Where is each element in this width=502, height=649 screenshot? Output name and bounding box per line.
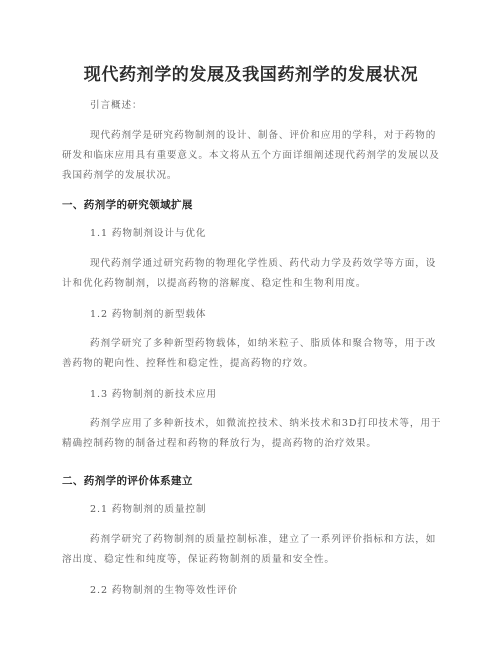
intro-label: 引言概述： [90,100,143,111]
subsection-text-2-1: 药剂学研究了药物制剂的质量控制标准，建立了一系列评价指标和方法，如溶出度、稳定性和纯度等，保证药物制剂的质量和安全性。 [62,534,437,565]
subsection-label-1-1: 1.1 药物制剂设计与优化 [90,228,207,239]
subsection-label-2-2: 2.2 药物制剂的生物等效性评价 [90,585,238,596]
subsection-text-1-1: 现代药剂学通过研究药物的物理化学性质、药代动力学及药效学等方面，设计和优化药物制剂，以提高药物的溶解度、稳定性和生物利用度。 [62,258,437,289]
intro-paragraph: 现代药剂学是研究药物制剂的设计、制备、评价和应用的学科，对于药物的研发和临床应用具有重要意义。本文将从五个方面详细阐述现代药剂学的发展以及我国药剂学的发展状况。 [62,130,440,181]
subsection-label-2-1: 2.1 药物制剂的质量控制 [90,504,207,515]
subsection-label-1-3: 1.3 药物制剂的新技术应用 [90,389,217,400]
section-heading-2: 二、药剂学的评价体系建立 [62,475,193,487]
subsection-text-1-2: 药剂学研究了多种新型药物载体，如纳米粒子、脂质体和聚合物等，用于改善药物的靶向性、控释性和稳定性，提高药物的疗效。 [62,338,437,369]
section-heading-1: 一、药剂学的研究领域扩展 [62,199,193,211]
subsection-text-1-3: 药剂学应用了多种新技术，如微流控技术、纳米技术和3D打印技术等，用于精确控制药物的制备过程和药物的释放行为，提高药物的治疗效果。 [62,418,442,449]
subsection-label-1-2: 1.2 药物制剂的新型载体 [90,309,207,320]
document-title: 现代药剂学的发展及我国药剂学的发展状况 [83,65,419,85]
